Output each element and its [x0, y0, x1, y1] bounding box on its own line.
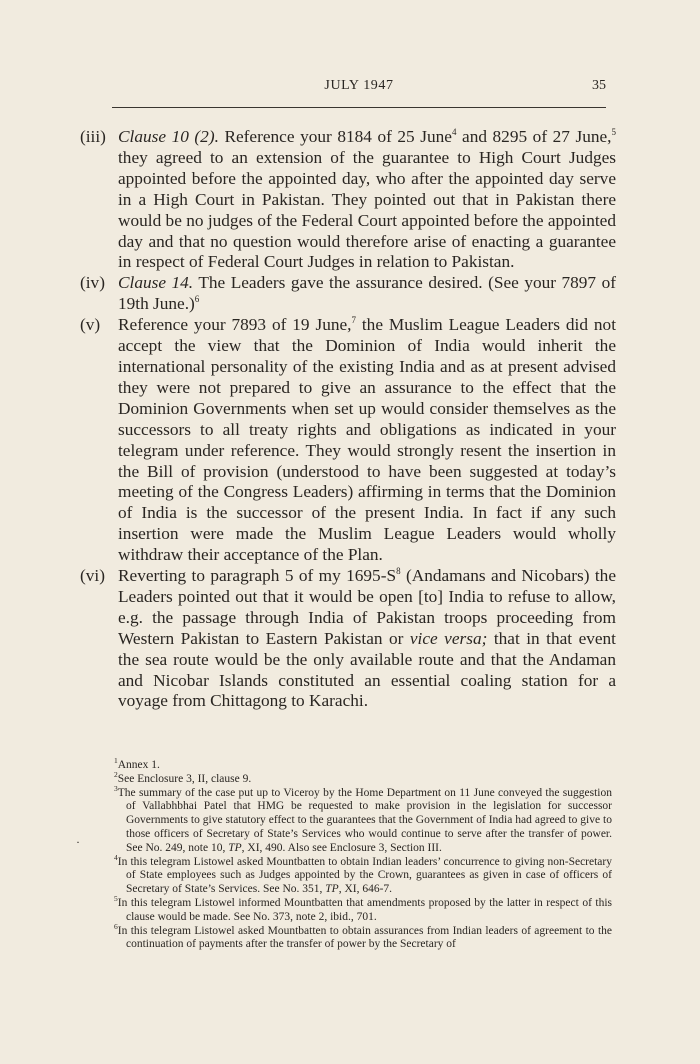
footnote-ref: 5 [611, 127, 616, 138]
footnote-ref: 4 [451, 127, 457, 138]
footnote-text: In this telegram Listowel asked Mountbatten to obtain assurances from Indian leaders of agreement to the continuation of payments after the transfer of power by the Secretary of [117, 924, 612, 951]
footnote-mark: 4 [114, 852, 118, 862]
footnote-italic: TP [228, 841, 242, 854]
item-number: (iii) [80, 127, 106, 146]
margin-dot: · [76, 835, 80, 849]
footnote-text: , XI, 490. Also see Enclosure 3, Section III. [241, 841, 442, 854]
footnote-4 [114, 852, 612, 897]
footnote-text: In this telegram Listowel informed Mountbatten that amendments proposed by the latter in respect of this clause would be made. See No. 373, note 2, ibid., 701. [117, 896, 612, 923]
footnote-mark: 3 [114, 783, 118, 793]
body-text [80, 127, 616, 712]
text-run: The Leaders gave the assurance desired. (See your 7897 of 19th June.) [118, 273, 616, 314]
footnote-italic: TP [325, 883, 339, 896]
footnote-2 [114, 769, 612, 787]
footnote-mark: 6 [114, 921, 118, 931]
header-rule [112, 107, 606, 108]
footnote-ref: 8 [396, 566, 401, 577]
footnote-3 [114, 783, 612, 856]
text-run: the Muslim League Leaders did not accept the view that the Dominion of India would inherit the international personality of the existing India and as at present advised they were not prepared to give an assurance to the effect that the Dominion Governments when set up would consider themselves as the successors to all treaty rights and obligations as indicated in your telegram under reference. They would strongly resent the insertion in the Bill of provision (understood to have been suggested at today’s meeting of the Congress Leaders) affirming in terms that the Dominion of India is the successor of the present India. In fact if any such insertion were made the Muslim League Leaders would wholly withdraw their acceptance of the Plan. [118, 315, 616, 565]
footnote-text: , XI, 646-7. [338, 883, 393, 896]
italic-run: vice versa; [409, 628, 488, 648]
footnote-mark: 1 [114, 756, 118, 766]
item-text [118, 566, 616, 712]
footnote-6 [114, 921, 612, 953]
running-title: JULY 1947 [324, 78, 394, 93]
footnote-text: In this telegram Listowel asked Mountbatten to obtain Indian leaders’ concurrence to giving non-Secretary of State employees such as Judges appointed by the Crown, guarantees as given in case of officers of Secretary of State’s Services. See No. 351, [117, 855, 612, 896]
text-run: Reference your 7893 of 19 June, [118, 315, 352, 335]
text-run: they agreed to an extension of the guarantee to High Court Judges appointed before the appointed day, who after the appointed day serve in a High Court in Pakistan. They pointed out that in Pakistan there would be no judges of the Federal Court appointed before the appointed day and that no question would therefore arise of enacting a guarantee in respect of Federal Court Judges in relation to Pakistan. [118, 147, 616, 272]
list-item-v [80, 315, 616, 566]
footnote-1 [114, 756, 612, 773]
list-item-iv [80, 273, 616, 315]
item-text [118, 127, 616, 273]
text-run: Reference your 8184 of 25 June [218, 127, 452, 146]
clause-label: Clause 14. [118, 273, 194, 293]
item-number: (iv) [80, 273, 105, 293]
footnotes [114, 756, 612, 952]
item-number: (v) [80, 315, 101, 335]
footnote-ref: 6 [194, 294, 200, 305]
clause-label: Clause 10 (2). [118, 127, 219, 146]
footnote-mark: 2 [114, 769, 118, 779]
footnote-ref: 7 [351, 315, 356, 326]
item-text [118, 273, 616, 315]
footnote-text: See Enclosure 3, II, clause 9. [117, 772, 252, 785]
item-number: (vi) [80, 566, 105, 586]
text-run: Reverting to paragraph 5 of my 1695-S [118, 566, 397, 586]
footnote-text: The summary of the case put up to Viceroy by the Home Department on 11 June conveyed the suggestion of Vallabhbhai Patel that HMG be requested to make provision in the legislation for successor Governments to give statutory effect to the guarantees that the Government of India had agreed to give to those officers of Secretary of State’s Services who would continue to serve after the transfer of power. See No. 249, note 10, [117, 786, 612, 854]
text-run: (Andamans and Nicobars) the Leaders pointed out that it would be open [to] India to refuse to allow, e.g. the passage through India of Pakistan troops proceeding from Western Pakistan to Eastern Pakistan or [118, 566, 616, 648]
text-run: and 8295 of 27 June, [456, 127, 612, 146]
list-item-vi [80, 566, 616, 712]
footnote-text: Annex 1. [117, 759, 160, 771]
item-text [118, 315, 616, 566]
list-item-iii [80, 127, 616, 273]
footnote-5 [114, 894, 612, 925]
footnote-mark: 5 [114, 894, 118, 904]
running-head [112, 78, 606, 100]
page-number: 35 [592, 78, 606, 93]
text-run: that in that event the sea route would be the only available route and that the Andaman and Nicobar Islands constituted an essential coaling station for a voyage from Chittagong to Karachi. [118, 628, 616, 711]
